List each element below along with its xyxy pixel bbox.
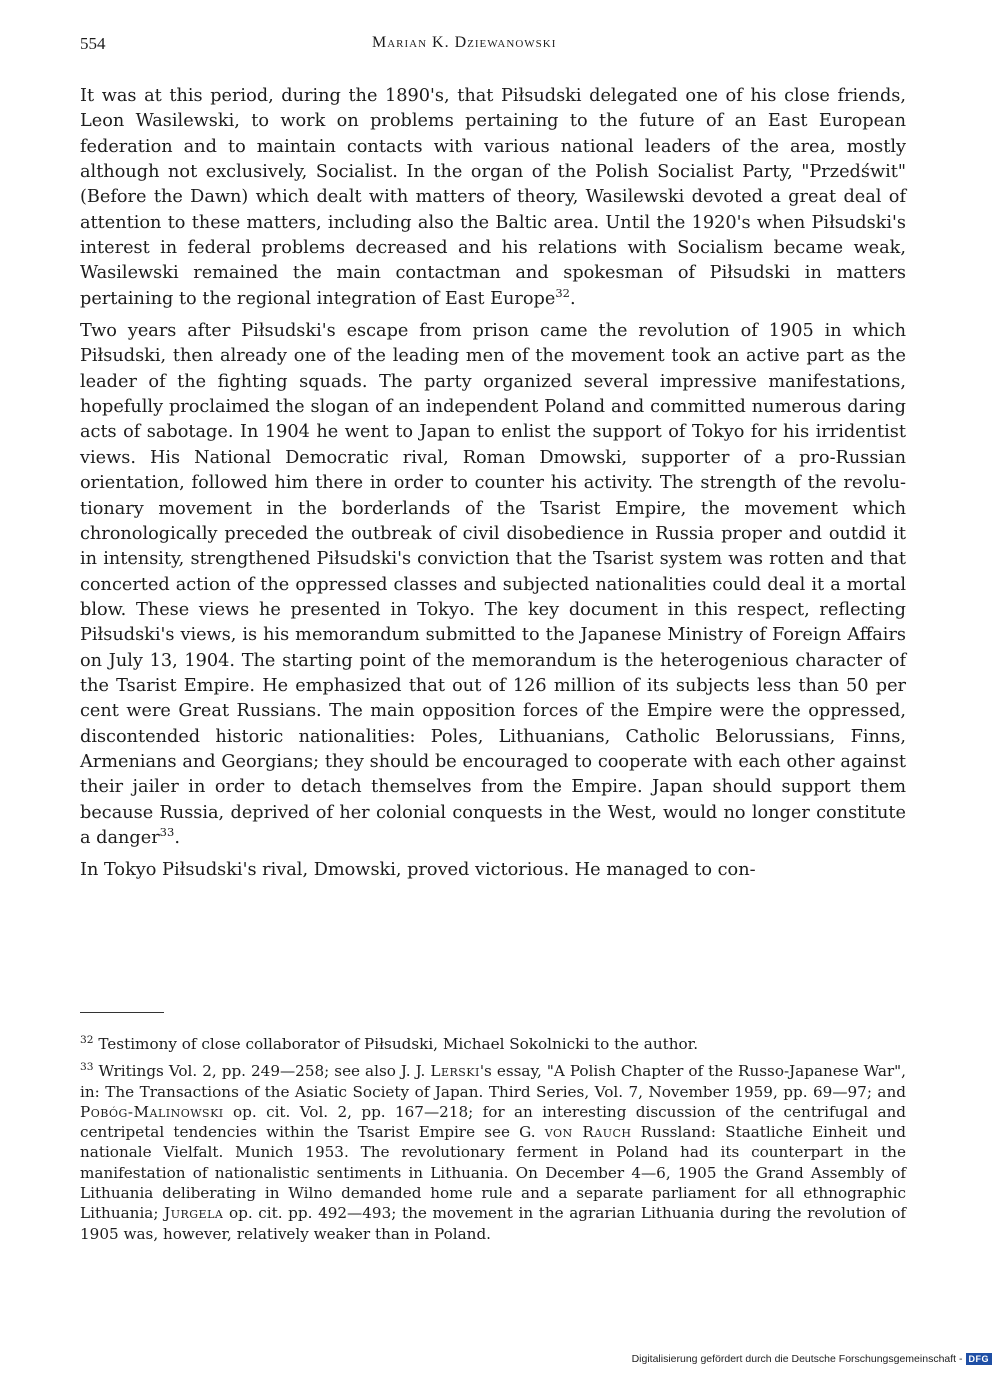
footnote-divider [80,1012,164,1013]
digitization-text: Digitalisierung gefördert durch die Deutsche Forschungsgemeinschaft - [631,1353,963,1365]
text-run: op. cit. pp. 492—493; the movement in the agrarian Lithuania during the revolution of 1905 was, however, relatively weaker than in Poland. [80,1204,906,1243]
text-run: . [174,827,180,848]
text-run: von Rauch [544,1123,632,1142]
text-run: Testimony of close collaborator of Piłsudski, Michael Sokolnicki to the author. [93,1035,699,1053]
footnote [80,1061,906,1244]
running-head: Marian K. Dziewanowski [372,34,557,51]
text-run: Two years after Piłsudski's escape from prison came the revolution of 1905 in which Piłsudski, then already one of the leading men of the movement took an active part as the leader of the fighting squads. The party organized several impressive manifestations, hopefully proclaimed the slogan of an independent Poland and committed numerous daring acts of sabotage. In 1904 he went to Japan to enlist the support of Tokyo for his irridentist views. His National Democratic rival, Roman Dmowski, supporter of a pro-Russian orientation, followed him there in order to counter his activity. The strength of the revolutionary movement in the borderlands of the Tsarist Empire, the movement which chronologically preceded the outbreak of civil disobedience in Russia proper and outdid it in intensity, strengthened Piłsudski's conviction that the Tsarist system was rotten and that concerted action of the oppressed classes and subjected nationalities could deal it a mortal blow. These views he presented in Tokyo. The key document in this respect, reflecting Piłsudski's views, is his memorandum submitted to the Japanese Ministry of Foreign Affairs on July 13, 1904. The starting point of the memorandum is the heterogenious character of the Tsarist Empire. He emphasized that out of 126 million of its subjects less than 50 per cent were Great Russians. The main opposition forces of the Empire were the oppressed, discontended historic nationalities: Poles, Lithuanians, Catholic Belorussians, Finns, Armenians and Georgians; they should be encouraged to cooperate with each other against their jailer in order to detach themselves from the Empire. Japan should support them because Russia, deprived of her colonial conquests in the West, would no longer constitute a danger [80,321,906,848]
text-run: Jurgela [164,1204,224,1223]
paragraph [80,319,906,851]
footnotes [80,1034,906,1251]
note-reference: 32 [80,1032,94,1046]
text-run: Writings Vol. 2, pp. 249—258; see also J. J. [93,1062,431,1081]
text-run: In Tokyo Piłsudski's rival, Dmowski, proved victorious. He managed to con- [80,860,756,881]
paragraph [80,84,906,312]
note-reference: 33 [159,825,175,840]
digitization-credit [632,1353,992,1365]
dfg-logo: DFG [966,1353,993,1365]
text-run: It was at this period, during the 1890's, that Piłsudski delegated one of his close friends, Leon Wasilewski, to work on problems pertaining to the future of an East European federation and to maintain contacts with various national leaders of the area, mostly although not exclusively, Socialist. In the organ of the Polish Socialist Party, "Przedświt" (Before the Dawn) which dealt with matters of theory, Wasilewski devoted a great deal of attention to these matters, including also the Baltic area. Until the 1920's when Piłsudski's interest in federal problems decreased and his relations with Socialism became weak, Wasilewski remained the main contactman and spokesman of Piłsudski in matters pertaining to the regional integration of East Europe [80,86,906,309]
text-run: Pobóg-Malinowski [80,1102,224,1121]
text-run: Russland: Staatliche Einheit und nationale Vielfalt. Munich 1953. The revolutionary ferment in Poland had its counterpart in the manifestation of nationalistic sentiments in Lithuania. On December 4—6, 1905 the Grand Assembly of Lithuania deliberating in Wilno demanded home rule and a separate parliament for all ethnographic Lithuania; [80,1123,906,1223]
text-run: Lerski [430,1062,480,1081]
footnote [80,1034,906,1054]
paragraph [80,858,906,883]
text-run: 's essay, "A Polish Chapter of the Russo-Japanese War", in: The Transactions of the Asiatic Society of Japan. Third Series, Vol. 7, November 1959, pp. 69—97; and [80,1062,906,1101]
note-reference: 32 [555,285,570,300]
body-text [80,84,906,891]
text-run: op. cit. Vol. 2, pp. 167—218; for an interesting discussion of the centrifugal and centripetal tendencies within the Tsarist Empire see G. [80,1102,906,1142]
note-reference: 33 [80,1060,94,1074]
text-run: . [569,288,576,309]
page-number: 554 [80,34,106,53]
